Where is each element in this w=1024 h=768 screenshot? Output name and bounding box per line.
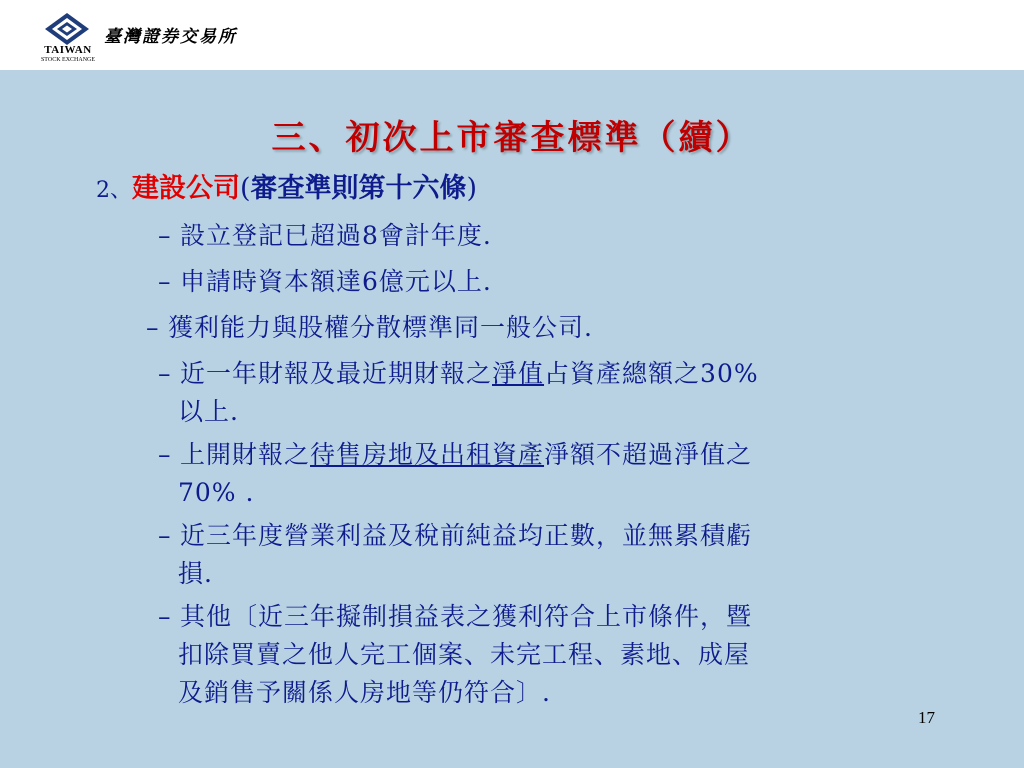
item-continuation: 損. [178, 559, 213, 588]
item-text: 申請時資本額達6億元以上. [180, 267, 492, 296]
rule-reference: 審查準則第十六條 [250, 173, 467, 204]
paren-open: ( [240, 173, 251, 204]
list-item [146, 309, 593, 347]
section-category: 建設公司 [132, 173, 240, 204]
bullet-dash: – [158, 602, 172, 631]
item-continuation: 70% . [178, 478, 255, 507]
bullet-dash: – [158, 221, 172, 250]
list-item [158, 598, 752, 712]
underlined-term: 待售房地及出租資產 [310, 440, 545, 469]
item-text: 近一年財報及最近期財報之 [180, 359, 493, 388]
item-text: 設立登記已超過8會計年度. [180, 221, 492, 250]
page-number: 17 [918, 708, 935, 727]
item-text: 占資產總額之30% [544, 359, 759, 388]
exchange-name: 臺灣證券交易所 [104, 27, 237, 47]
list-item [158, 217, 492, 255]
item-text: 其他〔近三年擬制損益表之獲利符合上市條件，暨 [180, 602, 753, 631]
logo-wordmark: TAIWAN [44, 44, 92, 56]
slide-title: 三、初次上市審查標準（續） [271, 118, 753, 158]
header-bar [0, 0, 1024, 70]
item-text: 近三年度營業利益及稅前純益均正數，並無累積虧 [180, 521, 753, 550]
item-continuation: 扣除買賣之他人完工個案、未完工程、素地、成屋 [178, 640, 751, 669]
list-item [158, 517, 752, 593]
bullet-dash: – [146, 313, 160, 342]
bullet-dash: – [158, 440, 172, 469]
item-continuation: 以上. [178, 397, 239, 426]
item-continuation: 及銷售予關係人房地等仍符合〕. [178, 678, 551, 707]
item-text: 上開財報之 [180, 440, 311, 469]
bullet-dash: – [158, 521, 172, 550]
paren-close: ) [466, 173, 478, 204]
list-item [158, 355, 759, 431]
logo-subtitle: STOCK EXCHANGE [40, 57, 96, 63]
item-text: 獲利能力與股權分散標準同一般公司. [168, 313, 593, 342]
list-item [158, 263, 492, 301]
section-number: 2、 [96, 178, 132, 203]
list-item [158, 436, 752, 512]
underlined-term: 淨值 [492, 359, 545, 388]
item-text: 淨額不超過淨值之 [544, 440, 753, 469]
bullet-dash: – [158, 359, 172, 388]
taiwan-stock-exchange-logo-icon [44, 12, 90, 46]
bullet-dash: – [158, 267, 172, 296]
section-subheading [96, 166, 477, 205]
